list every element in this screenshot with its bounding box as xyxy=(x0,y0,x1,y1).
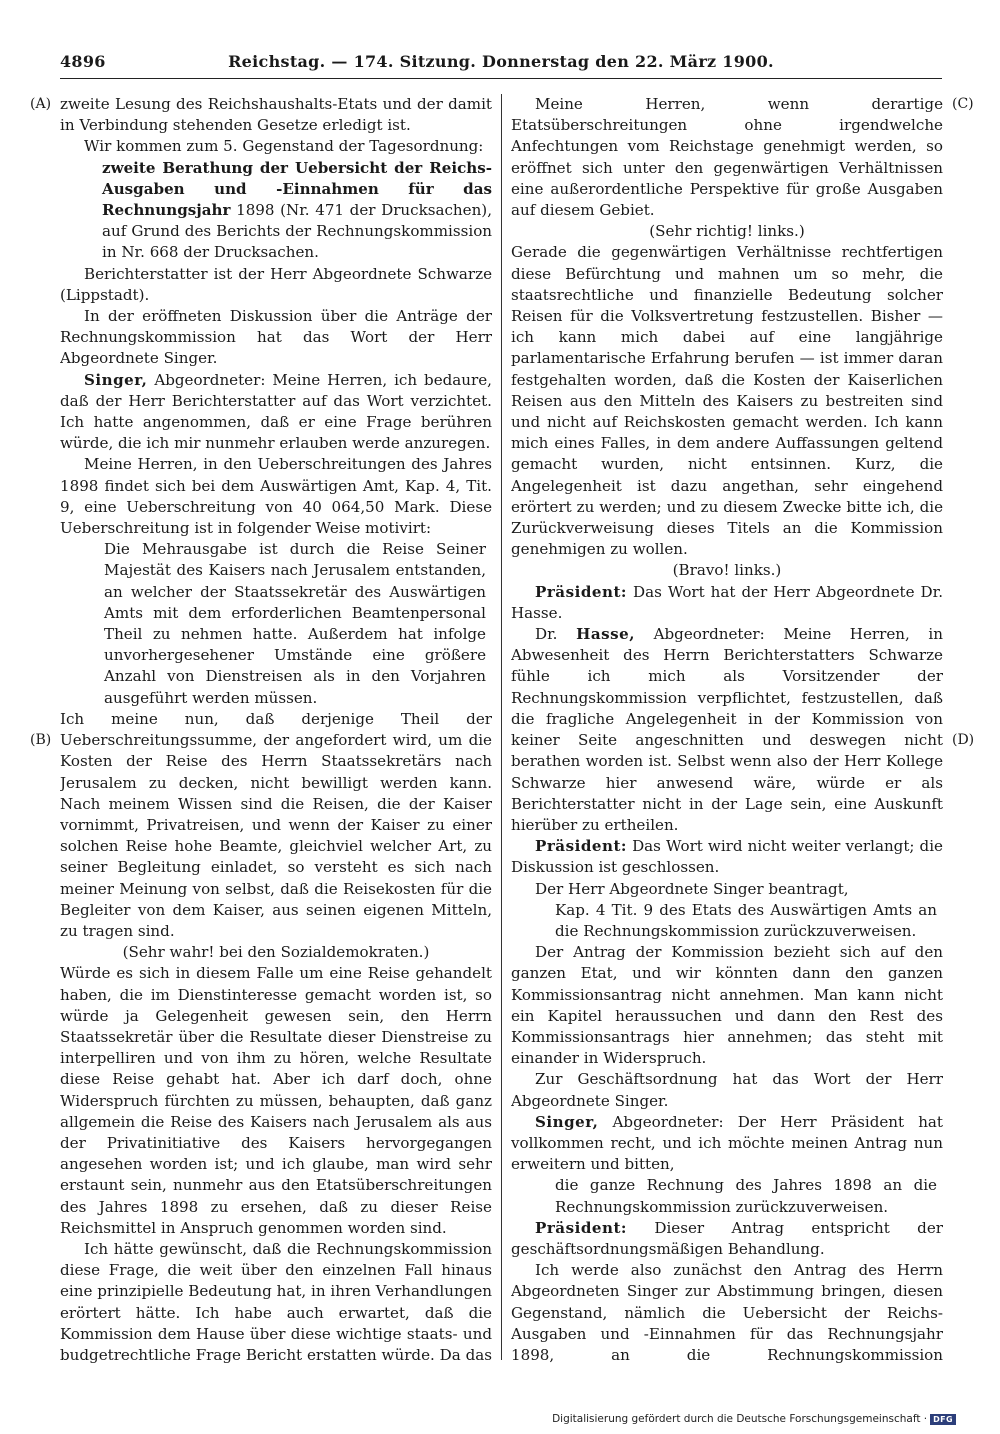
right-column xyxy=(511,94,943,1364)
speech-text: Abgeordneter: Meine Herren, in Abwesenheit des Herrn Berichterstatters Schwarze fühle ich mich als Vorsitzender der Rechnungskommission verpflichtet, festzustellen, daß die fragliche Angelegenheit in der Kommission von keiner Seite angeschnitten und deswegen nicht berathen worden ist. Selbst wenn also der Herr Kollege Schwarze hier anwesend wäre, würde er als Berichterstatter nicht in der Lage sein, eine Auskunft hierüber zu ertheilen. xyxy=(511,625,943,834)
paragraph: Ich werde also zunächst den Antrag des Herrn Abgeordneten Singer zur Abstimmung bringen, diesen Gegenstand, nämlich die Uebersicht der Reichs-Ausgaben und -Einnahmen für das Rechnungsjahr 1898, an die Rechnungskommission xyxy=(511,1261,943,1364)
speech-paragraph xyxy=(511,624,943,836)
left-column xyxy=(60,94,492,1364)
speech-paragraph xyxy=(511,582,943,624)
paragraph: Meine Herren, in den Ueberschreitungen des Jahres 1898 findet sich bei dem Auswärtigen Amt, Kap. 4, Tit. 9, eine Ueberschreitung von 40 064,50 Mark. Diese Ueberschreitung ist in folgender Weise motivirt: xyxy=(60,455,492,538)
agenda-item xyxy=(102,158,492,264)
speech-text: Das Wort hat der Herr Abgeordnete Dr. Hasse. xyxy=(511,582,943,622)
page-header xyxy=(60,50,942,76)
paragraph: Der Herr Abgeordnete Singer beantragt, xyxy=(535,879,849,898)
paragraph: Meine Herren, wenn derartige Etatsüberschreitungen ohne irgendwelche Anfechtungen vom Reichstage genehmigt werden, so eröffnet sich unter den gegenwärtigen Verhältnissen eine außerordentliche Perspektive für große Ausgaben auf diesem Gebiet. xyxy=(511,95,943,220)
motion-text: die ganze Rechnung des Jahres 1898 an die Rechnungskommission zurückzuverweisen. xyxy=(555,1176,937,1216)
agenda-detail: 1898 (Nr. 471 der Drucksachen), auf Grund des Berichts der Rechnungskommission in Nr. 668 der Drucksachen. xyxy=(102,201,492,262)
footer-credit: Digitalisierung gefördert durch die Deutsche Forschungsgemeinschaft · xyxy=(552,1413,928,1425)
margin-marker-c: (C) xyxy=(952,96,974,112)
running-head: Reichstag. — 174. Sitzung. Donnerstag den 22. März 1900. xyxy=(228,52,774,71)
paragraph: Zur Geschäftsordnung hat das Wort der Herr Abgeordnete Singer. xyxy=(511,1070,943,1110)
paragraph: Ich hätte gewünscht, daß die Rechnungskommission diese Frage, die weit über den einzelnen Fall hinaus eine prinzipielle Bedeutung hat, in ihren Verhandlungen erörtert hätte. Ich habe auch erwartet, daß die Kommission dem Hause über diese wichtige staats- und budgetrechtliche Frage Bericht erstatten würde. Da das xyxy=(60,1239,492,1364)
speech-text: Abgeordneter: Der Herr Präsident hat vollkommen recht, und ich möchte meinen Antrag nun erweitern und bitten, xyxy=(511,1112,943,1174)
margin-marker-d: (D) xyxy=(952,732,975,748)
motion-text: Kap. 4 Tit. 9 des Etats des Auswärtigen Amts an die Rechnungskommission zurückzuverweisen. xyxy=(555,900,937,940)
paragraph: In der eröffneten Diskussion über die Anträge der Rechnungskommission hat das Wort der Herr Abgeordnete Singer. xyxy=(60,307,492,368)
speaker-name: Präsident: xyxy=(535,837,627,856)
speaker-name: Hasse, xyxy=(576,625,635,644)
speech-paragraph xyxy=(511,1218,943,1260)
margin-marker-a: (A) xyxy=(30,96,52,112)
quoted-passage: Die Mehrausgabe ist durch die Reise Seiner Majestät des Kaisers nach Jerusalem entstanden, an welcher der Staatssekretär des Auswärtigen Amts mit dem erforderlichen Beamtenpersonal Theil zu nehmen hatte. Außerdem hat infolge unvorhergesehener Umstände eine größere Anzahl von Dienstreisen als in den Vorjahren ausgeführt werden müssen. xyxy=(104,540,486,707)
speaker-name: Präsident: xyxy=(535,582,627,601)
agenda-title: zweite Berathung der Uebersicht der Reichs-Ausgaben und -Einnahmen für das Rechnungsjahr xyxy=(102,158,492,220)
speech-paragraph xyxy=(511,1112,943,1176)
dfg-logo: DFG xyxy=(930,1414,956,1425)
paragraph: Gerade die gegenwärtigen Verhältnisse rechtfertigen diese Befürchtung und mahnen um so mehr, die staatsrechtliche und finanzielle Bedeutung solcher Reisen für die Volksvertretung festzustellen. Bisher — ich kann mich dabei auf eine langjährige parlamentarische Erfahrung berufen — ist immer daran festgehalten worden, daß die Kosten der Kaiserlichen Reisen aus den Mitteln des Kaisers zu bestreiten sind und nicht auf Reichskosten gemacht werden. Ich kann mich eines Falles, in dem andere Auffassungen geltend gemacht wurden, nicht entsinnen. Kurz, die Angelegenheit ist dazu angethan, sehr eingehend erörtert zu werden; und zu diesem Zwecke bitte ich, die Zurückverweisung dieses Titels an die Kommission genehmigen zu wollen. xyxy=(511,243,943,559)
speech-text: Das Wort wird nicht weiter verlangt; die Diskussion ist geschlossen. xyxy=(511,837,943,877)
interjection: (Bravo! links.) xyxy=(672,561,782,580)
paragraph: zweite Lesung des Reichshaushalts-Etats und der damit in Verbindung stehenden Gesetze erledigt ist. xyxy=(60,95,492,135)
column-divider xyxy=(501,94,502,1360)
paragraph: Berichterstatter ist der Herr Abgeordnete Schwarze (Lippstadt). xyxy=(60,264,492,304)
digitization-footer xyxy=(552,1413,956,1425)
speech-paragraph xyxy=(60,370,492,455)
margin-marker-b: (B) xyxy=(30,732,52,748)
paragraph: Würde es sich in diesem Falle um eine Reise gehandelt haben, die im Dienstinteresse gemacht worden ist, so würde ja Gelegenheit gewesen sein, den Herrn Staatssekretär über die Resultate dieser Dienstreise zu interpelliren und von ihm zu hören, welche Resultate diese Reise gehabt hat. Aber ich darf doch, ohne Widerspruch fürchten zu müssen, behaupten, daß ganz allgemein die Reise des Kaisers nach Jerusalem als aus der Privatinitiative des Kaisers hervorgegangen angesehen worden ist; und ich glaube, man wird sehr erstaunt sein, nunmehr aus den Etatsüberschreitungen des Jahres 1898 zu ersehen, daß zu dieser Reise Reichsmittel in Anspruch genommen worden sind. xyxy=(60,964,492,1237)
page-number: 4896 xyxy=(60,52,106,71)
speaker-name: Singer, xyxy=(84,370,148,389)
interjection: (Sehr wahr! bei den Sozialdemokraten.) xyxy=(122,943,430,962)
speaker-name: Präsident: xyxy=(535,1218,627,1237)
header-rule xyxy=(60,78,942,79)
speech-paragraph xyxy=(511,836,943,878)
paragraph: Ich meine nun, daß derjenige Theil der Ueberschreitungssumme, der angefordert wird, um die Kosten der Reise des Herrn Staatssekretärs nach Jerusalem zu decken, nicht bewilligt werden kann. Nach meinem Wissen sind die Reisen, die der Kaiser vornimmt, Privatreisen, und wenn der Kaiser zu einer solchen Reise hohe Beamte, gleichviel welcher Art, zu seiner Begleitung einladet, so versteht es sich nach meiner Meinung von selbst, daß die Reisekosten für die Begleiter von dem Kaiser, aus seinen eigenen Mitteln, zu tragen sind. xyxy=(60,709,492,940)
speech-text: Abgeordneter: Meine Herren, ich bedaure, daß der Herr Berichterstatter auf das Wort verzichtet. Ich hatte angenommen, daß er eine Frage berühren würde, die ich mir nunmehr erlauben werde anzuregen. xyxy=(60,370,492,453)
paragraph: Wir kommen zum 5. Gegenstand der Tagesordnung: xyxy=(84,137,484,156)
interjection: (Sehr richtig! links.) xyxy=(649,222,805,241)
speaker-name: Singer, xyxy=(535,1112,599,1131)
speech-text: Dieser Antrag entspricht der geschäftsordnungsmäßigen Behandlung. xyxy=(511,1218,943,1258)
paragraph: Der Antrag der Kommission bezieht sich auf den ganzen Etat, und wir könnten dann den ganzen Kommissionsantrag nicht annehmen. Man kann nicht ein Kapitel heraussuchen und dann den Rest des Kommissionsantrags hier annehmen; das steht mit einander in Widerspruch. xyxy=(511,943,943,1068)
speaker-title: Dr. xyxy=(535,625,558,644)
